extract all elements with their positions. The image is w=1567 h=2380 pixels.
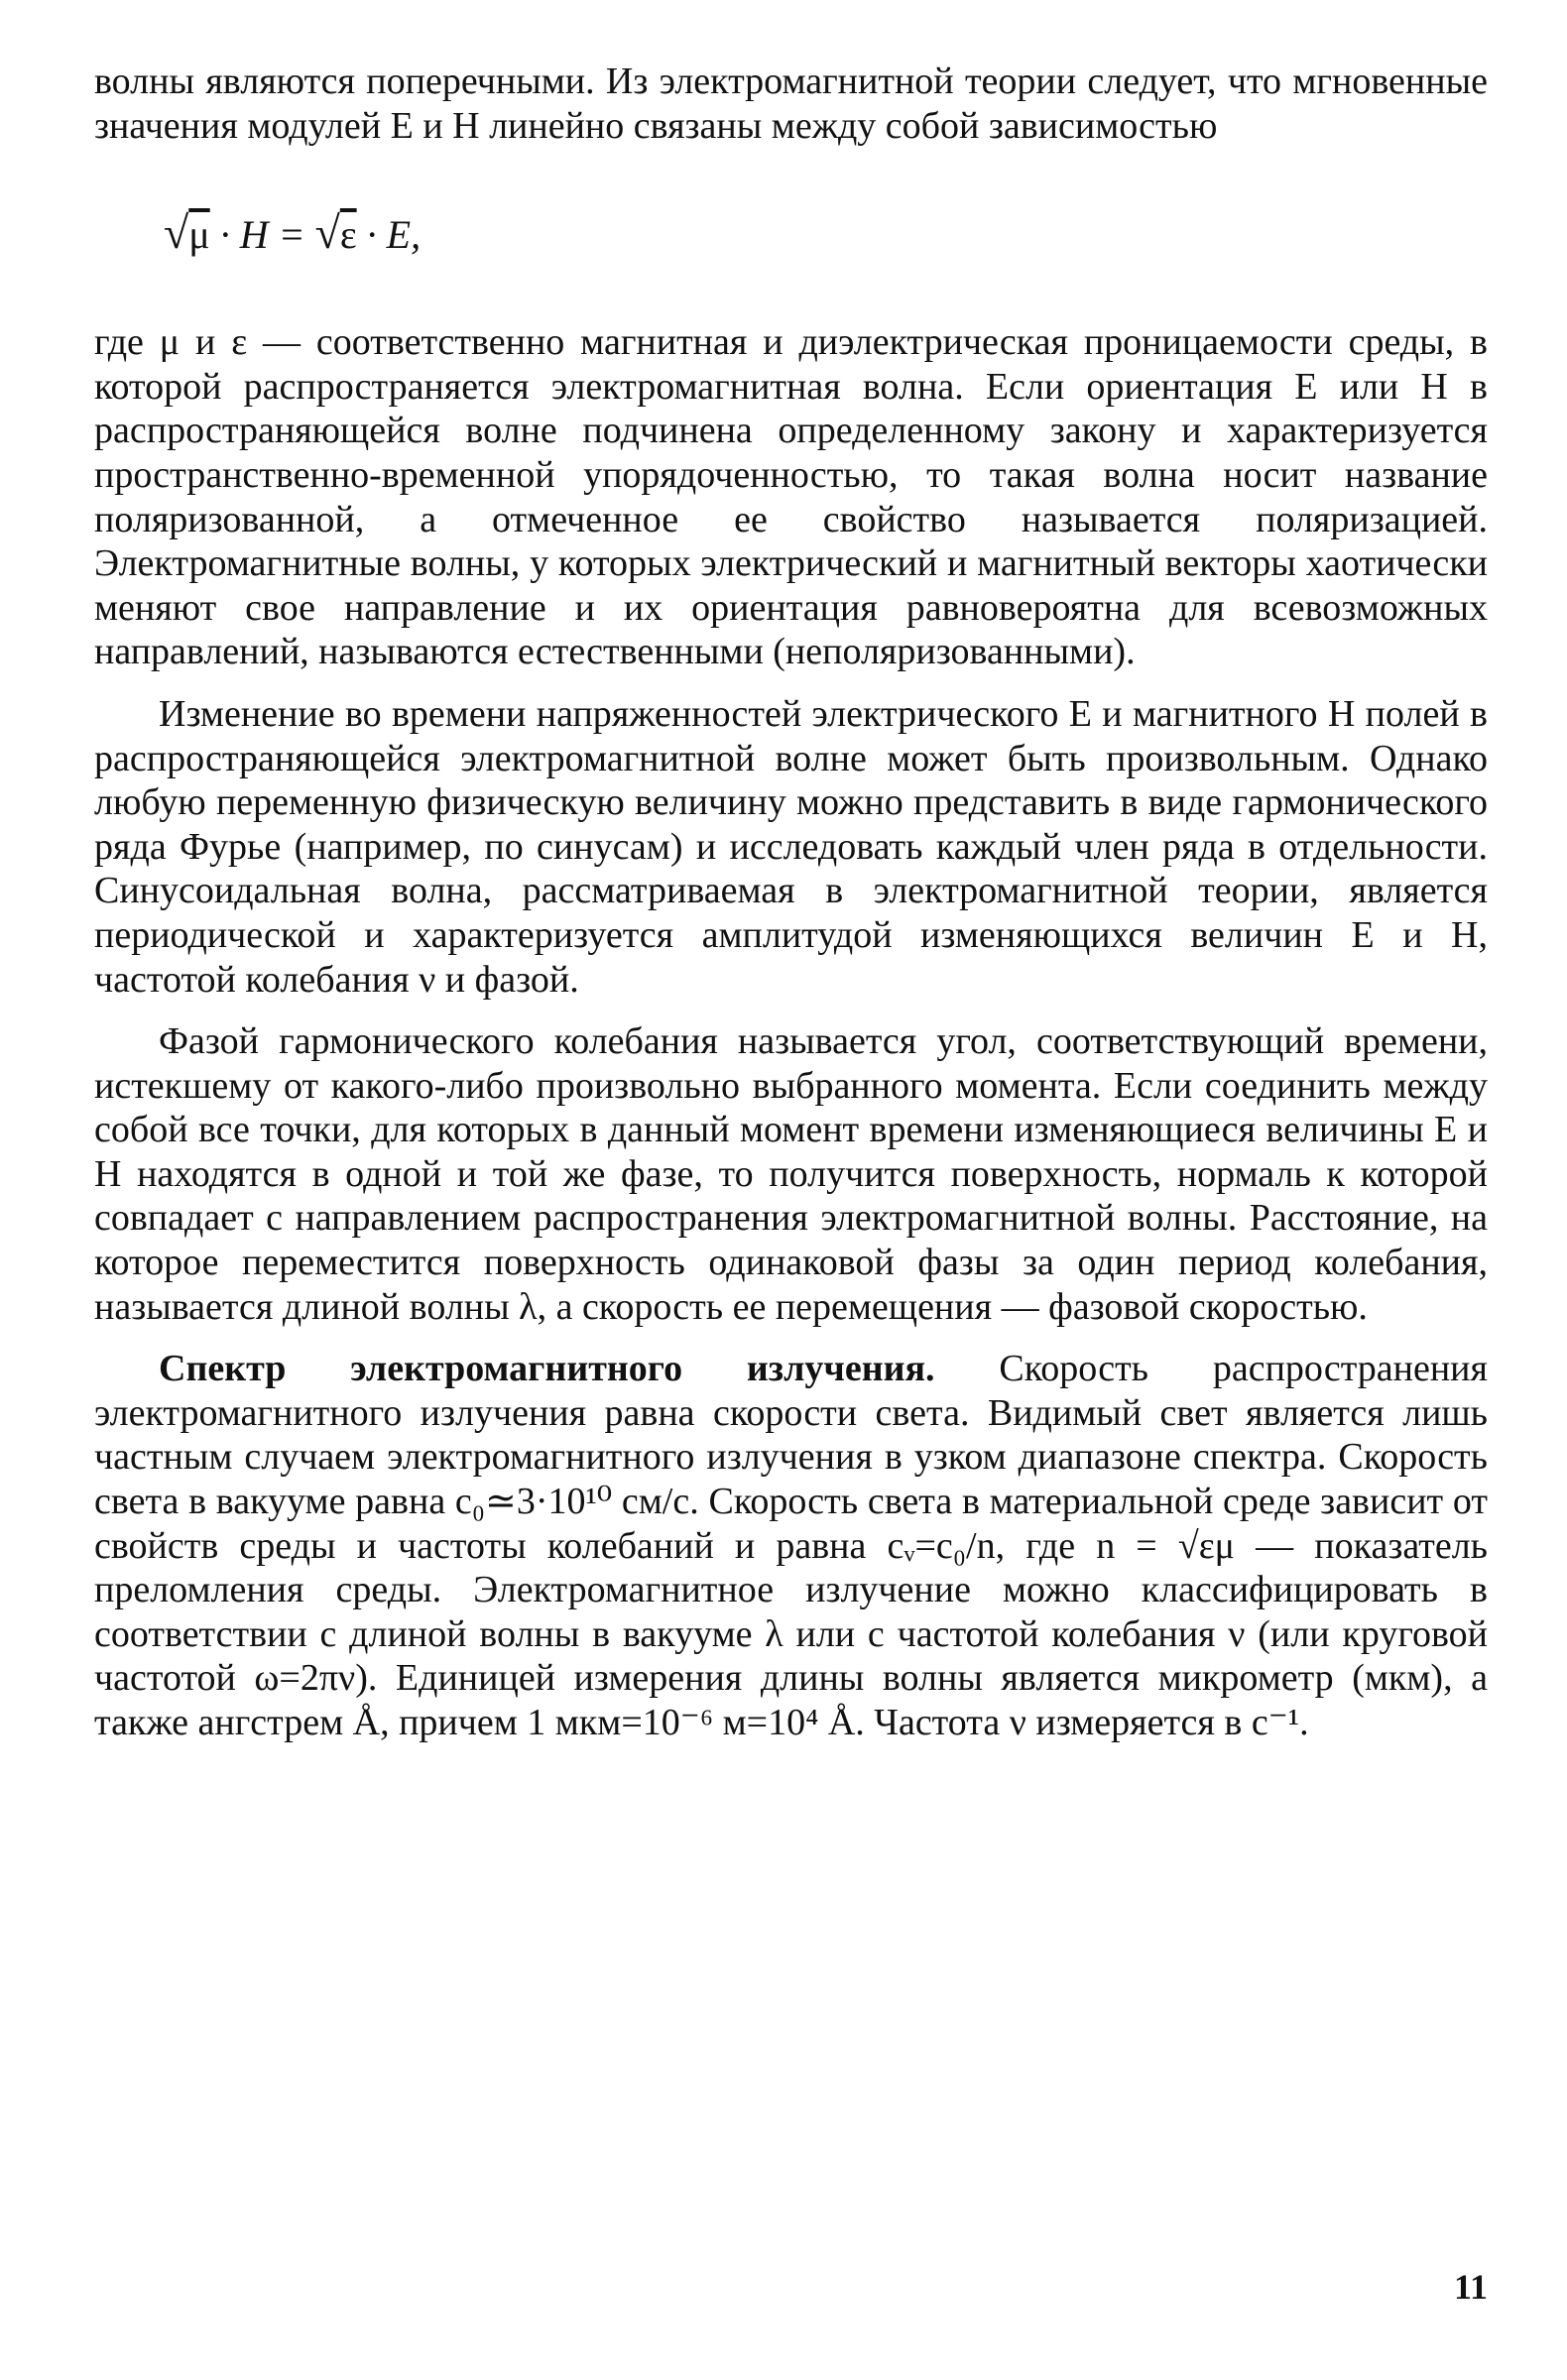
formula-middle: · H = (209, 212, 315, 258)
paragraph-spectrum (94, 1347, 1488, 1744)
intro-paragraph: волны являются поперечными. Из электромагнитной теории следует, что мгновенные значения модулей E и H линейно связаны между собой зависимостью (94, 60, 1488, 147)
paragraph-spectrum-body: Скорость распространения электромагнитного излучения равна скорости света. Видимый свет является лишь частным случаем электромагнитного излучения в узком диапазоне спектра. Скорость света в вакууме равна c₀≃3·10¹⁰ см/с. Скорость света в материальной среде зависит от свойств среды и частоты колебаний и равна cᵥ=c₀/n, где n = √εμ — показатель преломления среды. Электромагнитное излучение можно классифицировать в соответствии с длиной волны в вакууме λ или с частотой колебания ν (или круговой частотой ω=2πν). Единицей измерения длины волны является микрометр (мкм), а также ангстрем Å, причем 1 мкм=10⁻⁶ м=10⁴ Å. Частота ν измеряется в с⁻¹. (94, 1348, 1488, 1743)
formula (164, 209, 1488, 259)
sqrt-sign-1: √ (164, 207, 189, 259)
page-number: 11 (1453, 2267, 1488, 2307)
paragraph-phase: Фазой гармонического колебания называется угол, соответствующий времени, истекшему от какого-либо произвольно выбранного момента. Если соединить между собой все точки, для которых в данный момент времени изменяющиеся величины E и H находятся в одной и той же фазе, то получится поверхность, нормаль к которой совпадает с направлением распространения электромагнитной волны. Расстояние, на которое переместится поверхность одинаковой фазы за один период колебания, называется длиной волны λ, а скорость ее перемещения — фазовой скоростью. (94, 1020, 1488, 1328)
paragraph-polarization: где μ и ε — соответственно магнитная и диэлектрическая проницаемости среды, в которой распространяется электромагнитная волна. Если ориентация E или H в распространяющейся волне подчинена определенному закону и характеризуется пространственно-временной упорядоченностью, то такая волна носит название поляризованной, а отмеченное ее свойство называется поляризацией. Электромагнитные волны, у которых электрический и магнитный векторы хаотически меняют свое направление и их ориентация равновероятна для всевозможных направлений, называются естественными (неполяризованными). (94, 321, 1488, 673)
paragraph-fourier: Изменение во времени напряженностей электрического E и магнитного H полей в распространяющейся электромагнитной волне может быть произвольным. Однако любую переменную физическую величину можно представить в виде гармонического ряда Фурье (например, по синусам) и исследовать каждый член ряда в отдельности. Синусоидальная волна, рассматриваемая в электромагнитной теории, является периодической и характеризуется амплитудой изменяющихся величин E и H, частотой колебания ν и фазой. (94, 692, 1488, 1001)
page-body (94, 60, 1488, 1745)
formula-end: · E, (356, 212, 422, 258)
formula-mu: μ (188, 212, 210, 258)
formula-eps: ε (339, 212, 357, 258)
sqrt-sign-2: √ (314, 207, 340, 259)
section-heading: Спектр электромагнитного излучения. (159, 1348, 935, 1390)
